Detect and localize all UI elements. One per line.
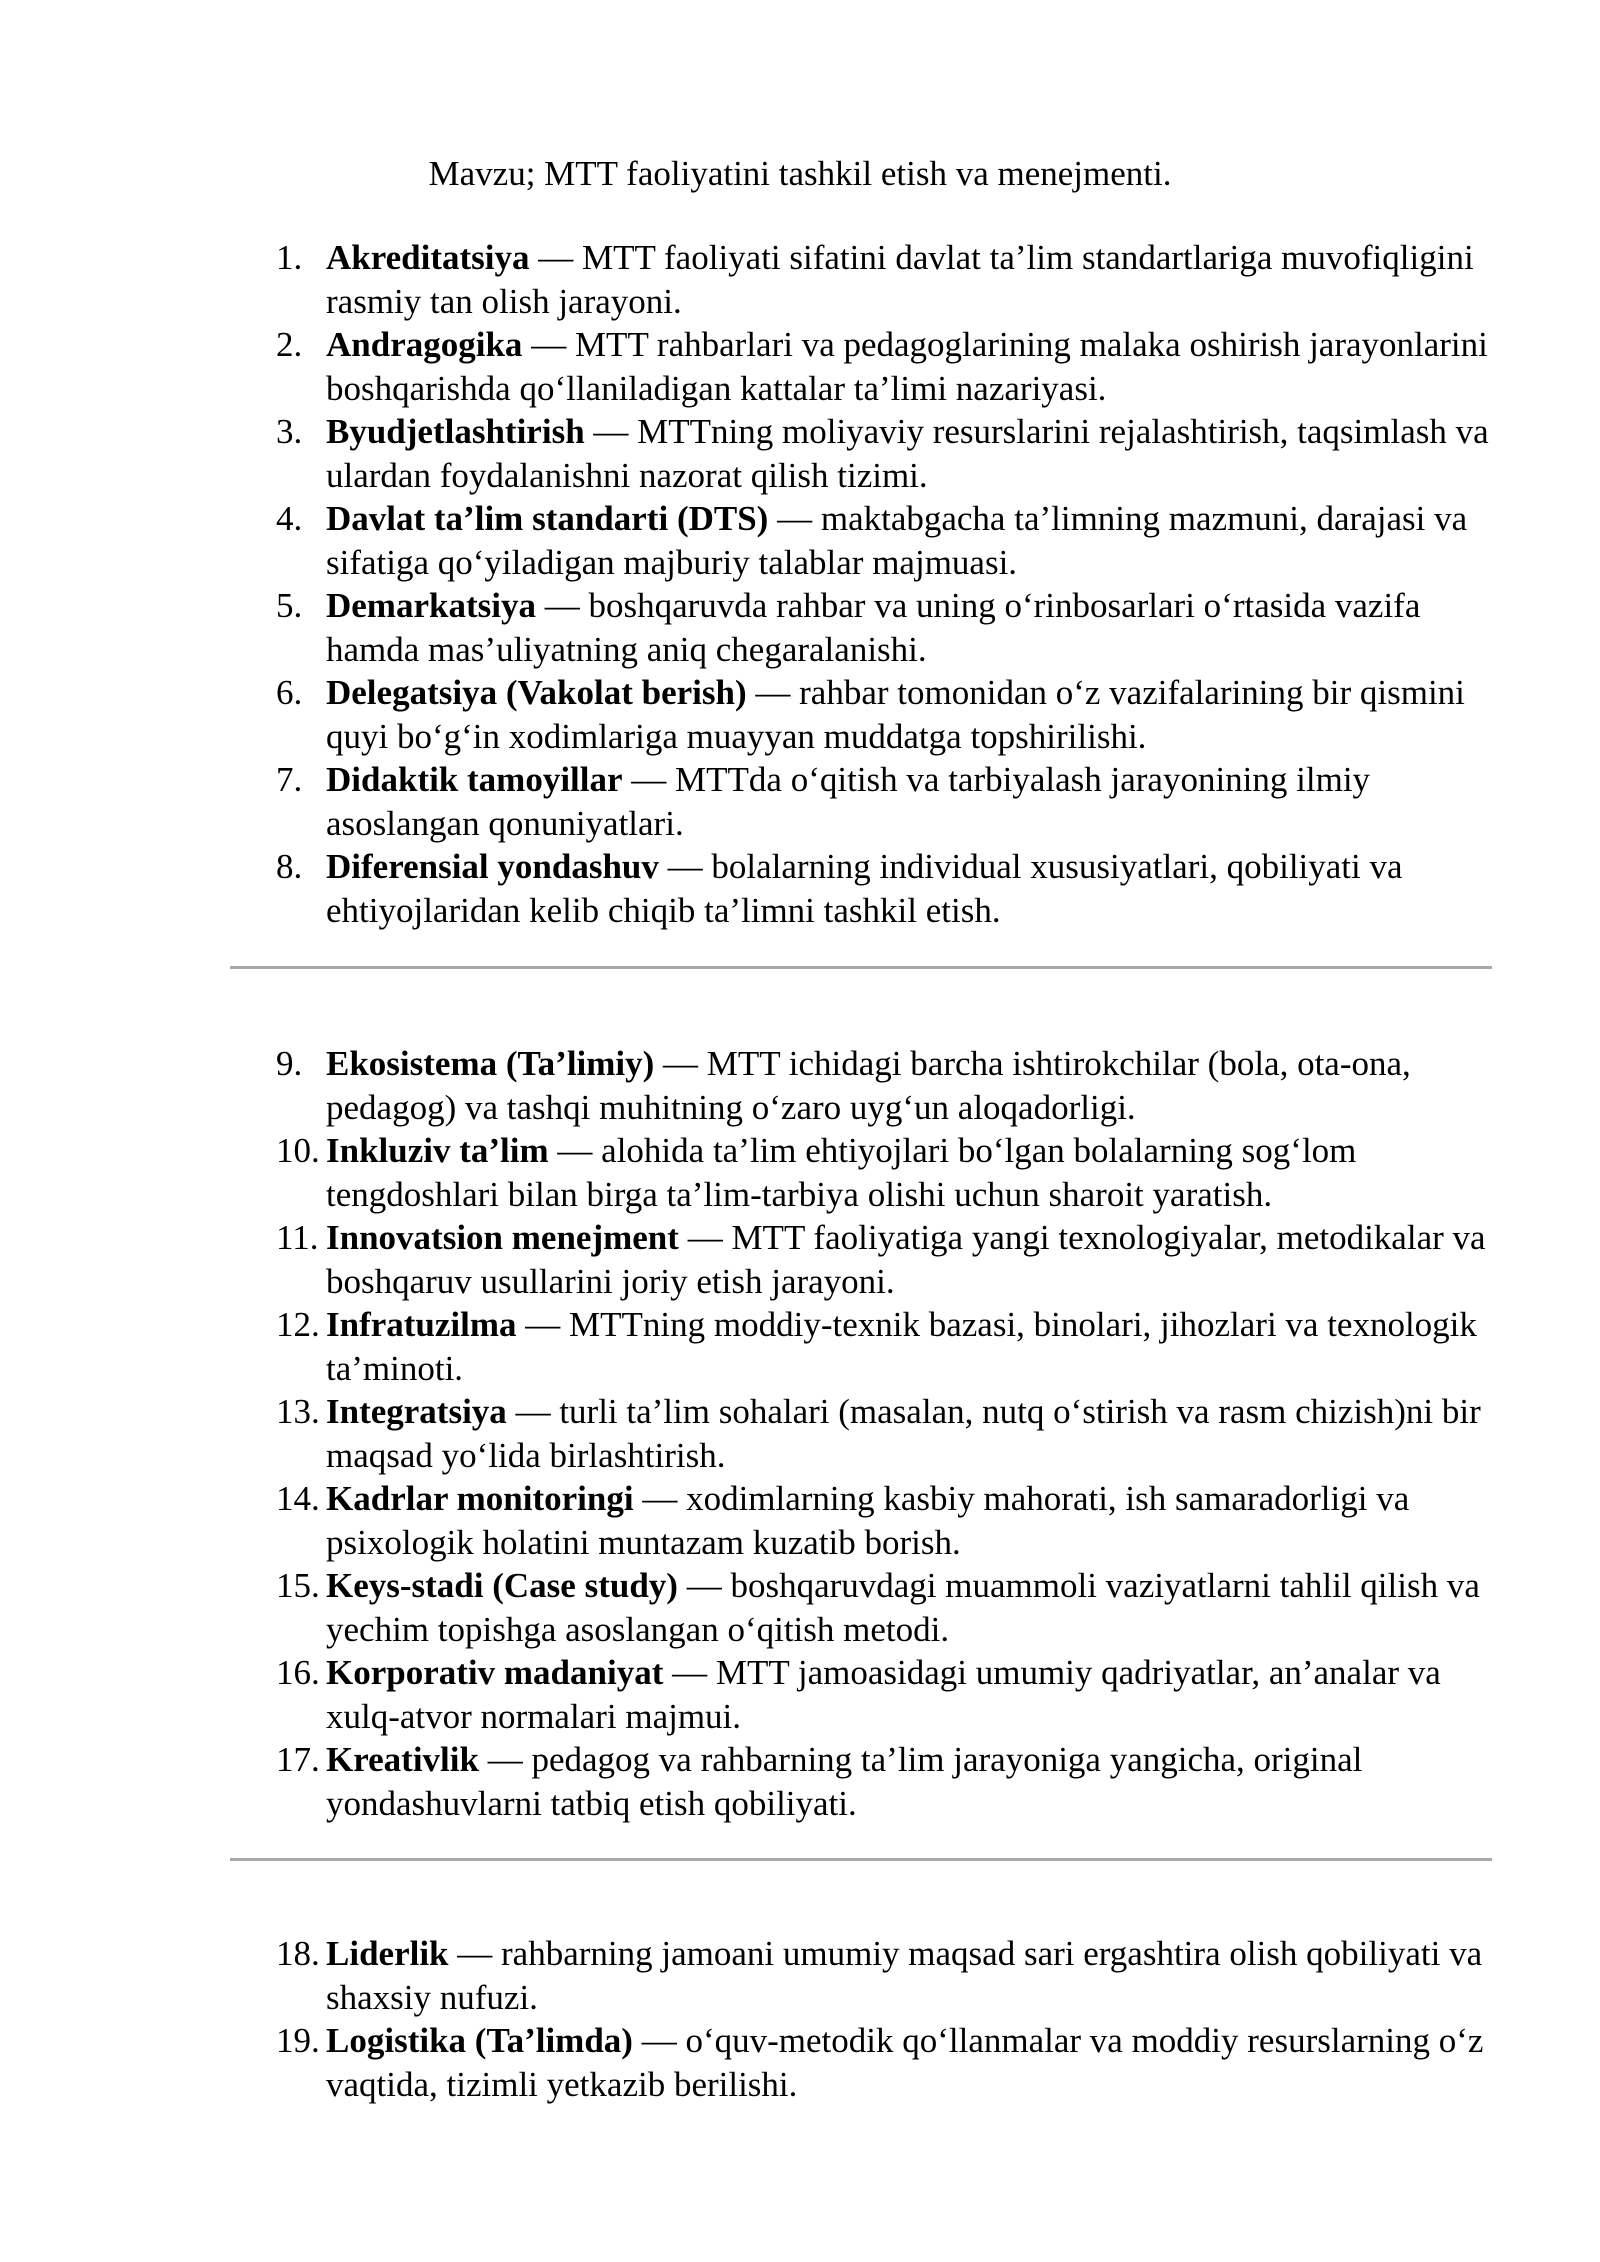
item-number: 1. (276, 238, 303, 277)
list-item (0, 1303, 1600, 1390)
item-text (326, 1477, 1492, 1564)
item-term: Innovatsion menejment (326, 1218, 679, 1257)
list-item (0, 584, 1600, 671)
item-term: Kadrlar monitoringi (326, 1479, 634, 1518)
list-item (0, 1564, 1600, 1651)
item-definition: — MTT rahbarlari va pedagoglarining malaka oshirish jarayonlarini boshqarishda qo‘llaniladigan kattalar ta’limi nazariyasi. (326, 325, 1488, 408)
item-number: 5. (276, 586, 303, 625)
item-number: 11. (276, 1218, 319, 1257)
item-text (326, 845, 1492, 932)
item-term: Logistika (Ta’limda) (326, 2021, 633, 2060)
item-text (326, 323, 1492, 410)
item-term: Liderlik (326, 1934, 449, 1973)
item-text (326, 1216, 1492, 1303)
item-number: 2. (276, 325, 303, 364)
list-item (0, 410, 1600, 497)
item-text (326, 1651, 1492, 1738)
list-item (0, 1390, 1600, 1477)
list-item (0, 671, 1600, 758)
item-definition: — MTTda o‘qitish va tarbiyalash jarayonining ilmiy asoslangan qonuniyatlari. (326, 760, 1371, 843)
item-text (326, 1129, 1492, 1216)
item-text (326, 1303, 1492, 1390)
item-number: 9. (276, 1044, 303, 1083)
list-item (0, 1216, 1600, 1303)
item-number: 18. (276, 1934, 320, 1973)
item-term: Delegatsiya (Vakolat berish) (326, 673, 747, 712)
item-text (326, 758, 1492, 845)
item-text (326, 1932, 1492, 2019)
list-item (0, 1477, 1600, 1564)
item-number: 7. (276, 760, 303, 799)
item-term: Diferensial yondashuv (326, 847, 659, 886)
item-number: 14. (276, 1479, 320, 1518)
item-term: Integratsiya (326, 1392, 507, 1431)
item-term: Infratuzilma (326, 1305, 517, 1344)
item-definition: — boshqaruvda rahbar va uning o‘rinbosarlari o‘rtasida vazifa hamda mas’uliyatning aniq chegaralanishi. (326, 586, 1421, 669)
glossary-section-3 (0, 1932, 1600, 2106)
item-definition: — alohida ta’lim ehtiyojlari bo‘lgan bolalarning sog‘lom tengdoshlari bilan birga ta’lim-tarbiya olishi uchun sharoit yaratish. (326, 1131, 1357, 1214)
item-text (326, 410, 1492, 497)
item-text (326, 1390, 1492, 1477)
item-term: Ekosistema (Ta’limiy) (326, 1044, 655, 1083)
section-divider (230, 1858, 1492, 1861)
item-definition: — MTT ichidagi barcha ishtirokchilar (bola, ota-ona, pedagog) va tashqi muhitning o‘zaro uyg‘un aloqadorligi. (326, 1044, 1411, 1127)
item-definition: — o‘quv-metodik qo‘llanmalar va moddiy resurslarning o‘z vaqtida, tizimli yetkazib berilishi. (326, 2021, 1484, 2104)
item-number: 8. (276, 847, 303, 886)
item-number: 12. (276, 1305, 320, 1344)
glossary-section-2 (0, 1042, 1600, 1825)
item-text (326, 2019, 1492, 2106)
item-term: Inkluziv ta’lim (326, 1131, 549, 1170)
item-text (326, 584, 1492, 671)
item-definition: — rahbarning jamoani umumiy maqsad sari ergashtira olish qobiliyati va shaxsiy nufuzi. (326, 1934, 1483, 2017)
list-item (0, 1042, 1600, 1129)
item-definition: — MTTning moddiy-texnik bazasi, binolari, jihozlari va texnologik ta’minoti. (326, 1305, 1477, 1388)
list-item (0, 1932, 1600, 2019)
list-item (0, 758, 1600, 845)
item-definition: — maktabgacha ta’limning mazmuni, darajasi va sifatiga qo‘yiladigan majburiy talablar majmuasi. (326, 499, 1468, 582)
item-term: Andragogika (326, 325, 523, 364)
item-term: Byudjetlashtirish (326, 412, 585, 451)
list-item (0, 1651, 1600, 1738)
item-number: 3. (276, 412, 303, 451)
item-number: 6. (276, 673, 303, 712)
item-term: Davlat ta’lim standarti (DTS) (326, 499, 769, 538)
item-definition: — pedagog va rahbarning ta’lim jarayoniga yangicha, original yondashuvlarni tatbiq etish qobiliyati. (326, 1740, 1363, 1823)
item-number: 15. (276, 1566, 320, 1605)
item-definition: — xodimlarning kasbiy mahorati, ish samaradorligi va psixologik holatini muntazam kuzatib borish. (326, 1479, 1410, 1562)
item-text (326, 1564, 1492, 1651)
item-definition: — MTTning moliyaviy resurslarini rejalashtirish, taqsimlash va ulardan foydalanishni nazorat qilish tizimi. (326, 412, 1489, 495)
item-text (326, 1042, 1492, 1129)
item-text (326, 236, 1492, 323)
item-term: Demarkatsiya (326, 586, 536, 625)
item-definition: — boshqaruvdagi muammoli vaziyatlarni tahlil qilish va yechim topishga asoslangan o‘qitish metodi. (326, 1566, 1480, 1649)
item-term: Kreativlik (326, 1740, 479, 1779)
item-number: 19. (276, 2021, 320, 2060)
item-term: Keys-stadi (Case study) (326, 1566, 678, 1605)
list-item (0, 236, 1600, 323)
item-number: 16. (276, 1653, 320, 1692)
item-definition: — MTT jamoasidagi umumiy qadriyatlar, an’analar va xulq-atvor normalari majmui. (326, 1653, 1441, 1736)
item-term: Didaktik tamoyillar (326, 760, 623, 799)
list-item (0, 1738, 1600, 1825)
glossary-section-1 (0, 236, 1600, 932)
item-definition: — turli ta’lim sohalari (masalan, nutq o‘stirish va rasm chizish)ni bir maqsad yo‘lida birlashtirish. (326, 1392, 1481, 1475)
item-definition: — MTT faoliyati sifatini davlat ta’lim standartlariga muvofiqligini rasmiy tan olish jarayoni. (326, 238, 1474, 321)
list-item (0, 845, 1600, 932)
list-item (0, 323, 1600, 410)
list-item (0, 2019, 1600, 2106)
item-text (326, 497, 1492, 584)
item-text (326, 671, 1492, 758)
list-item (0, 497, 1600, 584)
item-term: Akreditatsiya (326, 238, 530, 277)
list-item (0, 1129, 1600, 1216)
item-term: Korporativ madaniyat (326, 1653, 664, 1692)
item-definition: — rahbar tomonidan o‘z vazifalarining bir qismini quyi bo‘g‘in xodimlariga muayyan muddatga topshirilishi. (326, 673, 1465, 756)
item-number: 17. (276, 1740, 320, 1779)
page-title: Mavzu; MTT faoliyatini tashkil etish va menejmenti. (428, 154, 1172, 193)
item-definition: — bolalarning individual xususiyatlari, qobiliyati va ehtiyojlaridan kelib chiqib ta’limni tashkil etish. (326, 847, 1403, 930)
section-divider (230, 966, 1492, 969)
item-number: 4. (276, 499, 303, 538)
item-number: 10. (276, 1131, 320, 1170)
item-number: 13. (276, 1392, 320, 1431)
item-text (326, 1738, 1492, 1825)
item-definition: — MTT faoliyatiga yangi texnologiyalar, metodikalar va boshqaruv usullarini joriy etish jarayoni. (326, 1218, 1486, 1301)
